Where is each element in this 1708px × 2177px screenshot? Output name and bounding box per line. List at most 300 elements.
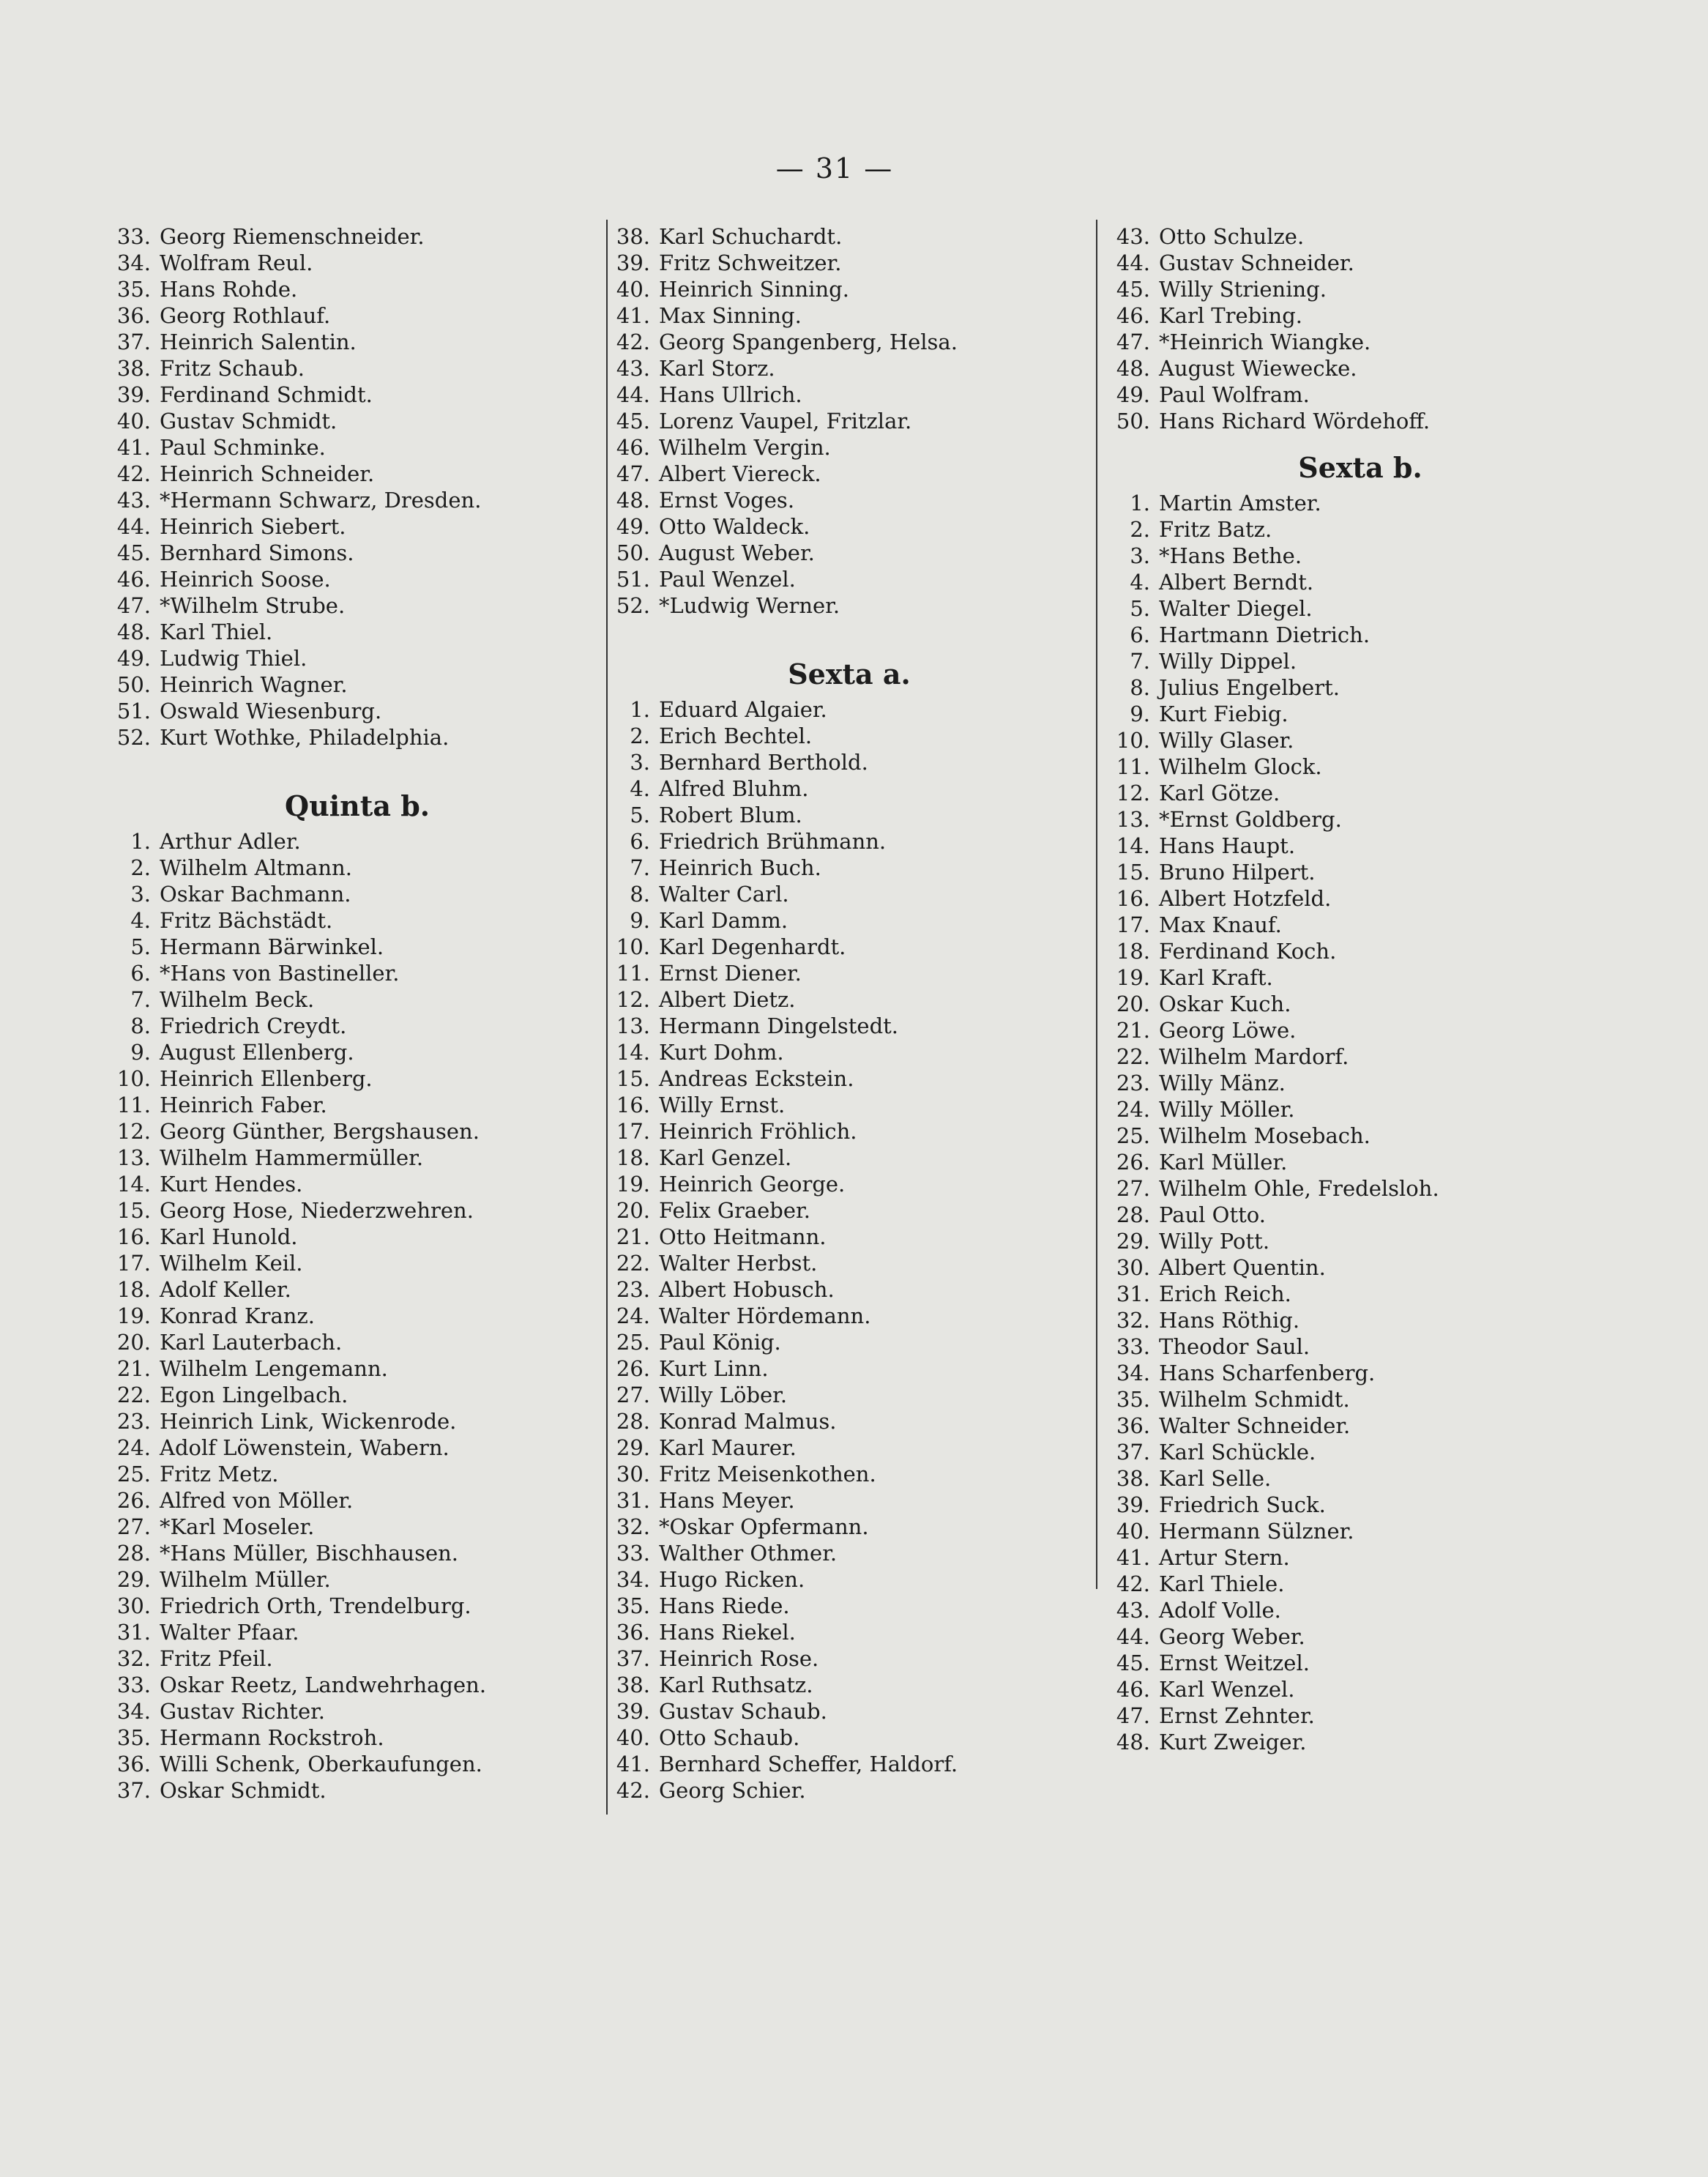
list-item: [608, 1645, 1091, 1672]
list-item-number: 9.: [1130, 702, 1150, 726]
list-item-number: 7.: [630, 855, 650, 880]
list-item: [108, 1145, 606, 1171]
list-item-name: Fritz Schweitzer.: [659, 250, 842, 275]
list-item-number: 49.: [116, 646, 151, 671]
list-item: [608, 302, 1091, 329]
heading-sexta-a: Sexta a.: [788, 658, 911, 691]
list-item-name: Willy Mänz.: [1159, 1071, 1286, 1095]
list-item-number: 43.: [1116, 224, 1150, 249]
list-item-name: Lorenz Vaupel, Fritzlar.: [659, 409, 912, 433]
list-item-number: 22.: [616, 1251, 650, 1276]
list-item-number: 23.: [1116, 1071, 1150, 1095]
list-item-name: Albert Quentin.: [1159, 1255, 1326, 1280]
list-item-number: 50.: [1116, 409, 1150, 433]
list-item-name: Wilhelm Keil.: [160, 1251, 303, 1276]
list-item: [1108, 302, 1613, 329]
list-item-number: 49.: [616, 514, 650, 539]
list-item-number: 47.: [116, 593, 151, 618]
list-item-number: 36.: [116, 303, 151, 328]
list-item-name: Ernst Diener.: [659, 961, 802, 986]
list-item: [1108, 1070, 1613, 1096]
list-item-name: Fritz Bächstädt.: [160, 908, 333, 933]
list-item-number: 50.: [616, 540, 650, 565]
list-item-number: 38.: [1116, 1466, 1150, 1491]
list-item: [108, 934, 606, 960]
list-item: [1108, 408, 1613, 434]
list-item: [1108, 223, 1613, 250]
list-item-name: Karl Trebing.: [1159, 303, 1302, 328]
list-item-number: 15.: [116, 1198, 151, 1223]
list-item: [608, 1145, 1091, 1171]
list-item-number: 32.: [1116, 1308, 1150, 1333]
list-item: [608, 1672, 1091, 1698]
list-item-number: 2.: [630, 723, 650, 748]
list-item-name: Paul Wenzel.: [659, 567, 796, 592]
list-item-number: 18.: [1116, 939, 1150, 964]
list-item-name: Wilhelm Hammermüller.: [160, 1145, 424, 1170]
list-item-number: 5.: [630, 803, 650, 827]
list-item-name: Walter Hördemann.: [659, 1303, 871, 1328]
list-item-number: 16.: [616, 1093, 650, 1117]
list-item-name: Karl Wenzel.: [1159, 1677, 1295, 1702]
list-item: [1108, 1518, 1613, 1544]
list-item: [608, 592, 1091, 619]
list-item-name: Wilhelm Glock.: [1159, 754, 1322, 779]
list-item-number: 42.: [616, 330, 650, 354]
list-item-name: Heinrich Salentin.: [160, 330, 357, 354]
list-item-name: Walter Pfaar.: [160, 1620, 299, 1645]
list-item-number: 17.: [1116, 912, 1150, 937]
list-item-number: 8.: [130, 1013, 151, 1038]
list-item-number: 48.: [616, 488, 650, 513]
list-item: [108, 1434, 606, 1461]
list-item-number: 39.: [616, 1699, 650, 1724]
list-item-number: 16.: [1116, 886, 1150, 911]
list-item-name: Martin Amster.: [1159, 491, 1321, 516]
list-item-number: 35.: [116, 1725, 151, 1750]
list-item-name: Heinrich Wagner.: [160, 672, 348, 697]
list-item-number: 37.: [116, 330, 151, 354]
list-item-name: Georg Hose, Niederzwehren.: [160, 1198, 474, 1223]
list-item-name: Walter Carl.: [659, 882, 789, 907]
list-item: [1108, 1123, 1613, 1149]
list-item: [108, 1355, 606, 1382]
list-item-number: 37.: [116, 1778, 151, 1803]
list-item-number: 34.: [1116, 1361, 1150, 1385]
list-item-name: Albert Viereck.: [659, 461, 821, 486]
list-item-number: 25.: [616, 1330, 650, 1355]
list-item-name: Hermann Bärwinkel.: [160, 934, 384, 959]
list-item-number: 45.: [616, 409, 650, 433]
list-item-number: 11.: [1116, 754, 1150, 779]
list-item: [608, 1724, 1091, 1751]
list-item-name: Hans Ullrich.: [659, 382, 802, 407]
list-item-name: Oskar Schmidt.: [160, 1778, 327, 1803]
list-item: [1108, 806, 1613, 833]
list-item: [108, 724, 606, 751]
list-item-name: Paul König.: [659, 1330, 781, 1355]
list-item-number: 41.: [616, 1752, 650, 1776]
list-item: [1108, 1702, 1613, 1729]
list-item-number: 52.: [616, 593, 650, 618]
list-item: [608, 355, 1091, 382]
list-item-number: 30.: [116, 1593, 151, 1618]
column-left: [108, 223, 606, 1804]
list-item: [608, 250, 1091, 276]
list-item-name: Ernst Zehnter.: [1159, 1703, 1315, 1728]
list-item-name: Otto Schaub.: [659, 1725, 800, 1750]
list-item-number: 48.: [1116, 1730, 1150, 1754]
list-item-name: Arthur Adler.: [160, 829, 301, 854]
list-item: [608, 461, 1091, 487]
list-item: [108, 1250, 606, 1276]
list-item-name: Karl Degenhardt.: [659, 934, 846, 959]
list-item: [1108, 1386, 1613, 1413]
list-item-name: Walter Herbst.: [659, 1251, 818, 1276]
list-item-number: 15.: [1116, 860, 1150, 885]
list-item-number: 8.: [1130, 675, 1150, 700]
list-item: [108, 1514, 606, 1540]
list-item-name: Wilhelm Lengemann.: [160, 1356, 388, 1381]
list-item-number: 49.: [1116, 382, 1150, 407]
list-item: [608, 1382, 1091, 1408]
list-item: [108, 1303, 606, 1329]
list-item-number: 10.: [116, 1066, 151, 1091]
list-item-number: 43.: [116, 488, 151, 513]
list-item: [1108, 595, 1613, 622]
list-item: [608, 775, 1091, 802]
list-item: [108, 645, 606, 671]
list-item-number: 51.: [116, 699, 151, 723]
list-item-name: Willy Ernst.: [659, 1093, 786, 1117]
list-item: [1108, 1413, 1613, 1439]
list-item-number: 24.: [116, 1435, 151, 1460]
list-item-number: 45.: [1116, 277, 1150, 302]
list-item: [1108, 622, 1613, 648]
list-item: [108, 1698, 606, 1724]
list-item-number: 46.: [1116, 1677, 1150, 1702]
list-item-name: Karl Thiele.: [1159, 1571, 1285, 1596]
list-item-name: Paul Schminke.: [160, 435, 326, 460]
list-item-number: 41.: [116, 435, 151, 460]
list-item-name: Hans Röthig.: [1159, 1308, 1300, 1333]
list-item-number: 13.: [616, 1013, 650, 1038]
list-item-name: Wilhelm Müller.: [160, 1567, 331, 1592]
list-item: [1108, 355, 1613, 382]
list-item-number: 46.: [116, 567, 151, 592]
list-item: [1108, 382, 1613, 408]
list-item: [608, 1329, 1091, 1355]
list-item: [108, 382, 606, 408]
list-item-name: Konrad Kranz.: [160, 1303, 315, 1328]
list-item-name: Bernhard Simons.: [160, 540, 354, 565]
list-item: [608, 749, 1091, 775]
list-item: [108, 1672, 606, 1698]
list-item-number: 23.: [616, 1277, 650, 1302]
list-item: [608, 513, 1091, 540]
list-item-number: 46.: [616, 435, 650, 460]
list-item: [608, 1013, 1091, 1039]
list-item: [608, 1118, 1091, 1145]
list-item-number: 18.: [116, 1277, 151, 1302]
list-item: [1108, 885, 1613, 912]
heading-sexta-b: Sexta b.: [1298, 451, 1422, 484]
list-item: [608, 276, 1091, 302]
list-item-name: Julius Engelbert.: [1159, 675, 1340, 700]
list-item-name: Albert Hobusch.: [659, 1277, 835, 1302]
list-item: [608, 408, 1091, 434]
quinta-b-list: [108, 828, 606, 1804]
column-middle: [608, 223, 1091, 1804]
list-item-name: *Heinrich Wiangke.: [1159, 330, 1371, 354]
list-item-number: 20.: [1116, 991, 1150, 1016]
list-item-name: Otto Schulze.: [1159, 224, 1305, 249]
list-item-number: 1.: [130, 829, 151, 854]
list-item-name: *Hans Müller, Bischhausen.: [160, 1541, 459, 1566]
list-item-name: Georg Löwe.: [1159, 1018, 1297, 1043]
list-item-number: 29.: [116, 1567, 151, 1592]
list-item-name: Friedrich Suck.: [1159, 1492, 1326, 1517]
list-item-number: 41.: [616, 303, 650, 328]
list-item: [608, 802, 1091, 828]
list-item: [108, 1566, 606, 1593]
list-item-number: 34.: [116, 1699, 151, 1724]
list-item-name: Alfred Bluhm.: [659, 776, 809, 801]
list-item: [108, 434, 606, 461]
list-item-number: 40.: [116, 409, 151, 433]
list-item: [1108, 727, 1613, 753]
list-item: [1108, 1228, 1613, 1254]
list-item-name: Hermann Rockstroh.: [160, 1725, 384, 1750]
list-item-number: 35.: [616, 1593, 650, 1618]
list-item: [608, 1250, 1091, 1276]
list-item: [108, 1540, 606, 1566]
list-item-number: 31.: [1116, 1281, 1150, 1306]
list-item-number: 36.: [616, 1620, 650, 1645]
list-item-number: 5.: [130, 934, 151, 959]
list-item: [608, 1224, 1091, 1250]
list-item-name: Felix Graeber.: [659, 1198, 810, 1223]
list-item-name: Wilhelm Altmann.: [160, 855, 352, 880]
quinta-a-continued-list-2: [608, 223, 1091, 619]
list-item-number: 47.: [1116, 1703, 1150, 1728]
list-item: [608, 907, 1091, 934]
list-item-name: Gustav Schmidt.: [160, 409, 338, 433]
list-item: [608, 986, 1091, 1013]
list-item: [1108, 648, 1613, 674]
list-item: [608, 881, 1091, 907]
list-item-name: Bernhard Berthold.: [659, 750, 868, 775]
list-item-number: 36.: [1116, 1413, 1150, 1438]
list-item-number: 45.: [1116, 1651, 1150, 1675]
list-item-number: 7.: [1130, 649, 1150, 674]
list-item: [108, 540, 606, 566]
list-item-number: 3.: [130, 882, 151, 907]
list-item-name: Hans Meyer.: [659, 1488, 795, 1513]
list-item-number: 39.: [116, 382, 151, 407]
list-item-number: 44.: [1116, 250, 1150, 275]
list-item: [1108, 1333, 1613, 1360]
list-item-name: Albert Dietz.: [659, 987, 796, 1012]
list-item-number: 43.: [1116, 1598, 1150, 1623]
list-item-name: Wilhelm Beck.: [160, 987, 315, 1012]
list-item-name: Walther Othmer.: [659, 1541, 838, 1566]
list-item: [108, 302, 606, 329]
list-item: [1108, 516, 1613, 543]
list-item-name: Georg Weber.: [1159, 1624, 1305, 1649]
list-item: [608, 329, 1091, 355]
list-item: [108, 1777, 606, 1804]
list-item: [608, 1408, 1091, 1434]
list-item: [108, 1645, 606, 1672]
list-item: [608, 1619, 1091, 1645]
list-item: [1108, 1043, 1613, 1070]
list-item: [108, 1092, 606, 1118]
list-item-name: Kurt Dohm.: [659, 1040, 784, 1065]
list-item-number: 29.: [1116, 1229, 1150, 1254]
list-item-name: Georg Günther, Bergshausen.: [160, 1119, 480, 1144]
list-item-name: Karl Hunold.: [160, 1224, 298, 1249]
list-item-number: 17.: [116, 1251, 151, 1276]
list-item-number: 42.: [1116, 1571, 1150, 1596]
list-item-number: 10.: [1116, 728, 1150, 753]
list-item-name: Wilhelm Mardorf.: [1159, 1044, 1349, 1069]
list-item: [1108, 1597, 1613, 1623]
list-item-number: 6.: [1130, 622, 1150, 647]
list-item: [1108, 964, 1613, 991]
list-item-number: 22.: [1116, 1044, 1150, 1069]
list-item-number: 26.: [616, 1356, 650, 1381]
list-item: [108, 513, 606, 540]
list-item-number: 20.: [616, 1198, 650, 1223]
list-item-name: Artur Stern.: [1159, 1545, 1290, 1570]
list-item-name: Hartmann Dietrich.: [1159, 622, 1370, 647]
list-item-number: 27.: [616, 1383, 650, 1407]
list-item-name: Karl Kraft.: [1159, 965, 1273, 990]
list-item-name: Wilhelm Vergin.: [659, 435, 831, 460]
list-item-name: Robert Blum.: [659, 803, 802, 827]
list-item: [608, 1514, 1091, 1540]
list-item: [108, 855, 606, 881]
list-item: [108, 881, 606, 907]
list-item-name: Max Sinning.: [659, 303, 802, 328]
list-item-name: Willi Schenk, Oberkaufungen.: [160, 1752, 482, 1776]
list-item-number: 32.: [616, 1514, 650, 1539]
list-item-name: Georg Rothlauf.: [160, 303, 331, 328]
list-item-number: 52.: [116, 725, 151, 750]
list-item-number: 38.: [616, 1672, 650, 1697]
list-item-number: 27.: [1116, 1176, 1150, 1201]
list-item-name: Wilhelm Ohle, Fredelsloh.: [1159, 1176, 1439, 1201]
list-item: [608, 1698, 1091, 1724]
list-item-number: 30.: [616, 1462, 650, 1486]
list-item-number: 25.: [116, 1462, 151, 1486]
list-item-name: Fritz Pfeil.: [160, 1646, 273, 1671]
list-item: [608, 1487, 1091, 1514]
list-item-number: 4.: [1130, 570, 1150, 595]
list-item: [1108, 1676, 1613, 1702]
list-item: [608, 1777, 1091, 1804]
list-item-name: Fritz Metz.: [160, 1462, 279, 1486]
list-item-number: 21.: [616, 1224, 650, 1249]
list-item-number: 4.: [130, 908, 151, 933]
list-item-number: 42.: [616, 1778, 650, 1803]
list-item-name: Karl Lauterbach.: [160, 1330, 343, 1355]
list-item: [108, 329, 606, 355]
list-item-name: Ferdinand Koch.: [1159, 939, 1337, 964]
list-item: [1108, 1650, 1613, 1676]
list-item: [108, 408, 606, 434]
list-item-number: 12.: [1116, 781, 1150, 805]
list-item: [108, 1118, 606, 1145]
list-item: [108, 355, 606, 382]
list-item: [108, 1724, 606, 1751]
list-item: [108, 1013, 606, 1039]
list-item: [1108, 753, 1613, 780]
list-item: [608, 487, 1091, 513]
list-item-name: Willy Löber.: [659, 1383, 788, 1407]
list-item: [608, 1461, 1091, 1487]
list-item-name: Willy Möller.: [1159, 1097, 1295, 1122]
list-item: [1108, 1149, 1613, 1175]
list-item-name: *Ludwig Werner.: [659, 593, 840, 618]
list-item: [608, 382, 1091, 408]
list-item-name: Heinrich Rose.: [659, 1646, 819, 1671]
list-item-number: 40.: [1116, 1519, 1150, 1544]
heading-quinta-b: Quinta b.: [285, 789, 430, 822]
list-item: [1108, 1729, 1613, 1755]
list-item-name: Bernhard Scheffer, Haldorf.: [659, 1752, 958, 1776]
list-item: [1108, 1281, 1613, 1307]
list-item: [608, 960, 1091, 986]
list-item-number: 48.: [116, 619, 151, 644]
list-item-name: Walter Schneider.: [1159, 1413, 1351, 1438]
list-item: [108, 1171, 606, 1197]
list-item-number: 38.: [116, 356, 151, 381]
list-item: [108, 592, 606, 619]
list-item-name: Willy Glaser.: [1159, 728, 1294, 753]
list-item-number: 31.: [116, 1620, 151, 1645]
list-item: [108, 1329, 606, 1355]
sexta-a-list: [608, 696, 1091, 1804]
list-item-name: Georg Spangenberg, Helsa.: [659, 330, 958, 354]
list-item-number: 12.: [116, 1119, 151, 1144]
list-item: [608, 855, 1091, 881]
list-item: [108, 1408, 606, 1434]
list-item: [108, 907, 606, 934]
list-item: [1108, 276, 1613, 302]
list-item-name: Hans Scharfenberg.: [1159, 1361, 1376, 1385]
list-item-number: 18.: [616, 1145, 650, 1170]
list-item-number: 43.: [616, 356, 650, 381]
list-item-number: 40.: [616, 277, 650, 302]
list-item: [108, 1461, 606, 1487]
list-item: [1108, 1439, 1613, 1465]
list-item-number: 36.: [116, 1752, 151, 1776]
list-item-number: 41.: [1116, 1545, 1150, 1570]
list-item-name: Kurt Hendes.: [160, 1172, 303, 1197]
list-item: [1108, 1492, 1613, 1518]
list-item-number: 46.: [1116, 303, 1150, 328]
list-item: [608, 828, 1091, 855]
list-item-name: *Karl Moseler.: [160, 1514, 315, 1539]
sexta-b-list: [1108, 490, 1613, 1755]
list-item-name: Willy Dippel.: [1159, 649, 1297, 674]
list-item: [1108, 780, 1613, 806]
list-item-name: Heinrich Ellenberg.: [160, 1066, 373, 1091]
list-item-name: Albert Berndt.: [1159, 570, 1314, 595]
list-item-number: 33.: [1116, 1334, 1150, 1359]
